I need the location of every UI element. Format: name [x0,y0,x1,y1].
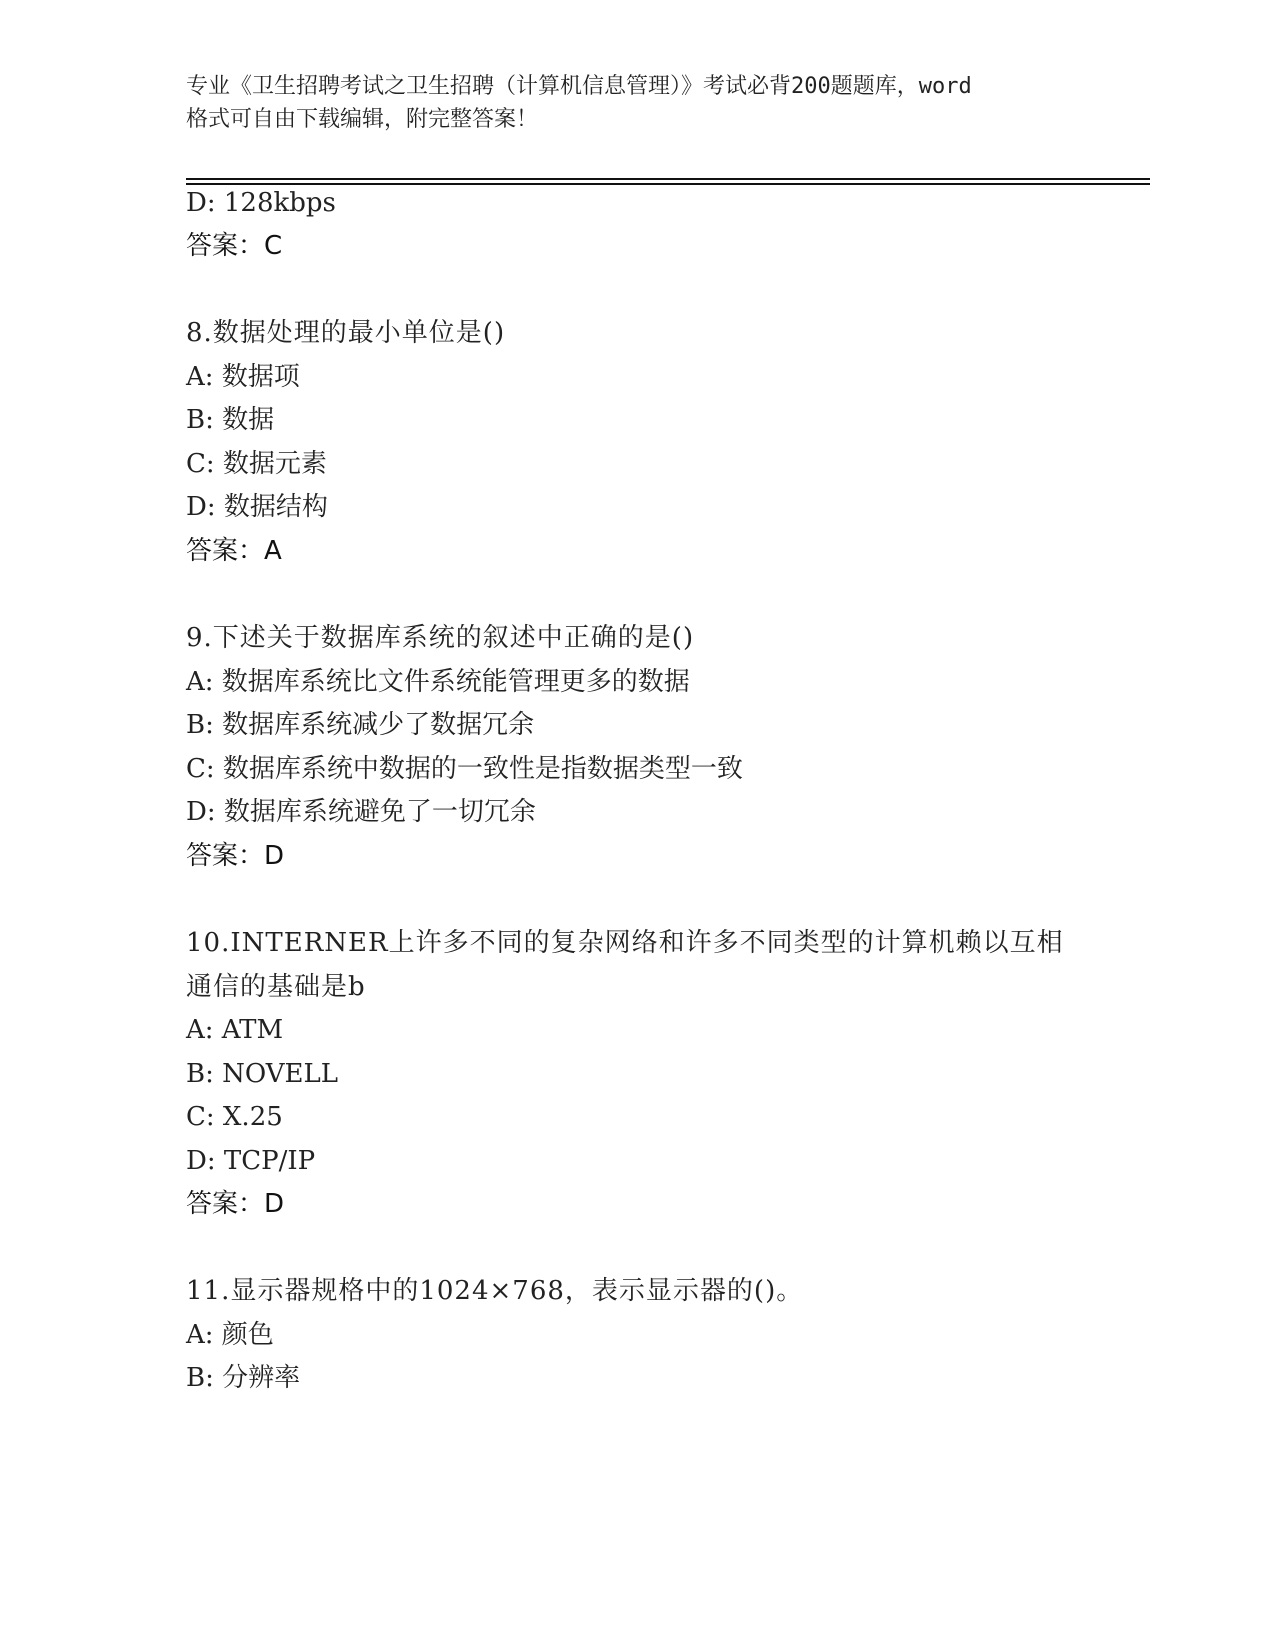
q9-answer: 答案：D [186,841,285,871]
q11-stem: 11.显示器规格中的1024×768，表示显示器的()。 [186,1276,804,1306]
q10-option-b: B: NOVELL [186,1059,339,1089]
q10-answer: 答案：D [186,1189,285,1219]
prev-option-d: D: 128kbps [186,188,336,218]
q10-stem-line-1: 10.INTERNER上许多不同的复杂网络和许多不同类型的计算机赖以互相 [186,928,1064,958]
q9-option-a: A: 数据库系统比文件系统能管理更多的数据 [186,667,690,697]
q9-option-d: D: 数据库系统避免了一切冗余 [186,797,536,827]
q8-option-c: C: 数据元素 [186,449,327,479]
document-header [186,70,1086,136]
q8-option-d: D: 数据结构 [186,492,328,522]
q8-option-a: A: 数据项 [186,362,300,392]
q11-option-b: B: 分辨率 [186,1363,301,1393]
q9-option-b: B: 数据库系统减少了数据冗余 [186,710,535,740]
q10-option-a: A: ATM [186,1015,284,1045]
q8-stem: 8.数据处理的最小单位是() [186,318,506,348]
q8-option-b: B: 数据 [186,405,275,435]
q9-option-c: C: 数据库系统中数据的一致性是指数据类型一致 [186,754,743,784]
header-line-1: 专业《卫生招聘考试之卫生招聘（计算机信息管理）》考试必背200题题库，word [186,74,972,99]
q10-option-d: D: TCP/IP [186,1146,316,1176]
q11-option-a: A: 颜色 [186,1320,274,1350]
header-line-2: 格式可自由下载编辑，附完整答案！ [186,107,539,132]
q10-stem-line-2: 通信的基础是b [186,972,366,1002]
header-divider-top [186,178,1150,180]
q9-stem: 9.下述关于数据库系统的叙述中正确的是() [186,623,695,653]
q10-option-c: C: X.25 [186,1102,283,1132]
prev-answer: 答案：C [186,231,283,261]
q8-answer: 答案：A [186,536,282,566]
header-divider-bottom [186,183,1150,185]
